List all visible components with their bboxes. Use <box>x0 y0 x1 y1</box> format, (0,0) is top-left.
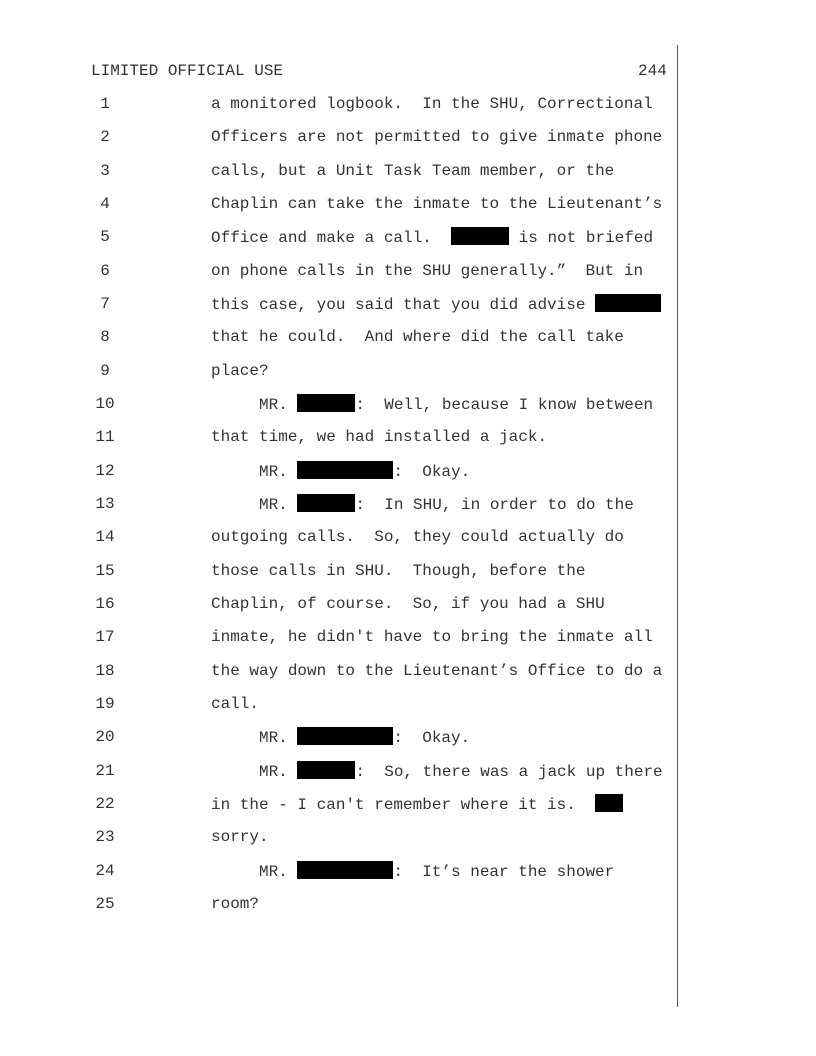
line-text-before-redaction: Office and make a call. <box>211 229 452 247</box>
speaker-line-text <box>259 394 653 415</box>
line-text: outgoing calls. So, they could actually do <box>211 528 624 546</box>
line-text <box>211 227 653 248</box>
line-number: 19 <box>95 695 115 713</box>
speaker-remark: : Okay. <box>393 729 471 747</box>
redacted-speaker-name <box>297 727 393 745</box>
line-number: 1 <box>100 95 110 113</box>
speaker-prefix: MR. <box>259 396 298 414</box>
transcript-line <box>0 261 816 281</box>
speaker-line-text <box>259 861 614 882</box>
speaker-prefix: MR. <box>259 729 298 747</box>
line-text: place? <box>211 362 269 380</box>
transcript-line <box>0 727 816 747</box>
speaker-line-text <box>259 494 634 515</box>
line-number: 4 <box>100 195 110 213</box>
redaction-box <box>451 227 509 245</box>
line-text-before-redaction: in the - I can't remember where it is. <box>211 796 596 814</box>
line-text: call. <box>211 695 260 713</box>
line-text: on phone calls in the SHU generally.” But in <box>211 262 644 280</box>
transcript-line <box>0 394 816 414</box>
line-number: 13 <box>95 495 115 513</box>
line-number: 15 <box>95 562 115 580</box>
transcript-line <box>0 794 816 814</box>
line-number: 18 <box>95 662 115 680</box>
transcript-line <box>0 694 816 714</box>
redacted-speaker-name <box>297 461 393 479</box>
transcript-line <box>0 327 816 347</box>
transcript-line <box>0 227 816 247</box>
transcript-line <box>0 561 816 581</box>
line-text <box>211 794 623 815</box>
speaker-prefix: MR. <box>259 496 298 514</box>
speaker-remark: : Well, because I know between <box>355 396 654 414</box>
page-number: 244 <box>638 62 667 80</box>
line-text: Officers are not permitted to give inmate phone <box>211 128 663 146</box>
speaker-prefix: MR. <box>259 763 298 781</box>
line-number: 7 <box>100 295 110 313</box>
speaker-line-text <box>259 461 470 482</box>
line-text: inmate, he didn't have to bring the inmate all <box>211 628 653 646</box>
line-text: Chaplin, of course. So, if you had a SHU <box>211 595 605 613</box>
line-number: 5 <box>100 228 110 246</box>
line-number: 6 <box>100 262 110 280</box>
line-number: 25 <box>95 895 115 913</box>
line-number: 10 <box>95 395 115 413</box>
speaker-line-text <box>259 727 470 748</box>
line-text-after-redaction: is not briefed <box>509 229 654 247</box>
redacted-speaker-name <box>297 861 393 879</box>
line-text: room? <box>211 895 260 913</box>
line-text: that time, we had installed a jack. <box>211 428 548 446</box>
classification-marking: LIMITED OFFICIAL USE <box>91 62 284 80</box>
line-number: 20 <box>95 728 115 746</box>
transcript-line <box>0 294 816 314</box>
redaction-box <box>595 794 623 812</box>
redacted-speaker-name <box>297 394 355 412</box>
speaker-remark: : In SHU, in order to do the <box>355 496 634 514</box>
redaction-box <box>595 294 661 312</box>
speaker-remark: : Okay. <box>393 463 471 481</box>
line-text: Chaplin can take the inmate to the Lieutenant’s <box>211 195 663 213</box>
line-text: a monitored logbook. In the SHU, Correctional <box>211 95 653 113</box>
line-number: 17 <box>95 628 115 646</box>
line-number: 23 <box>95 828 115 846</box>
line-number: 8 <box>100 328 110 346</box>
transcript-line <box>0 827 816 847</box>
line-text <box>211 294 661 315</box>
line-number: 22 <box>95 795 115 813</box>
line-number: 3 <box>100 162 110 180</box>
transcript-line <box>0 894 816 914</box>
line-number: 2 <box>100 128 110 146</box>
line-number: 12 <box>95 462 115 480</box>
line-number: 24 <box>95 862 115 880</box>
line-text: the way down to the Lieutenant’s Office to do a <box>211 662 663 680</box>
line-text: those calls in SHU. Though, before the <box>211 562 586 580</box>
speaker-remark: : It’s near the shower <box>393 863 615 881</box>
line-number: 14 <box>95 528 115 546</box>
transcript-line <box>0 194 816 214</box>
line-text-before-redaction: this case, you said that you did advise <box>211 296 596 314</box>
line-number: 11 <box>95 428 115 446</box>
line-number: 9 <box>100 362 110 380</box>
line-number: 16 <box>95 595 115 613</box>
redacted-speaker-name <box>297 494 355 512</box>
line-text: that he could. And where did the call take <box>211 328 624 346</box>
speaker-remark: : So, there was a jack up there <box>355 763 663 781</box>
transcript-line <box>0 461 816 481</box>
transcript-line <box>0 661 816 681</box>
transcript-line <box>0 94 816 114</box>
transcript-line <box>0 161 816 181</box>
line-number: 21 <box>95 762 115 780</box>
redacted-speaker-name <box>297 761 355 779</box>
transcript-line <box>0 494 816 514</box>
line-text: calls, but a Unit Task Team member, or the <box>211 162 615 180</box>
transcript-line <box>0 427 816 447</box>
line-text: sorry. <box>211 828 269 846</box>
transcript-line <box>0 761 816 781</box>
speaker-line-text <box>259 761 663 782</box>
transcript-line <box>0 127 816 147</box>
speaker-prefix: MR. <box>259 863 298 881</box>
transcript-line <box>0 527 816 547</box>
transcript-line <box>0 627 816 647</box>
speaker-prefix: MR. <box>259 463 298 481</box>
transcript-line <box>0 594 816 614</box>
transcript-line <box>0 361 816 381</box>
transcript-line <box>0 861 816 881</box>
